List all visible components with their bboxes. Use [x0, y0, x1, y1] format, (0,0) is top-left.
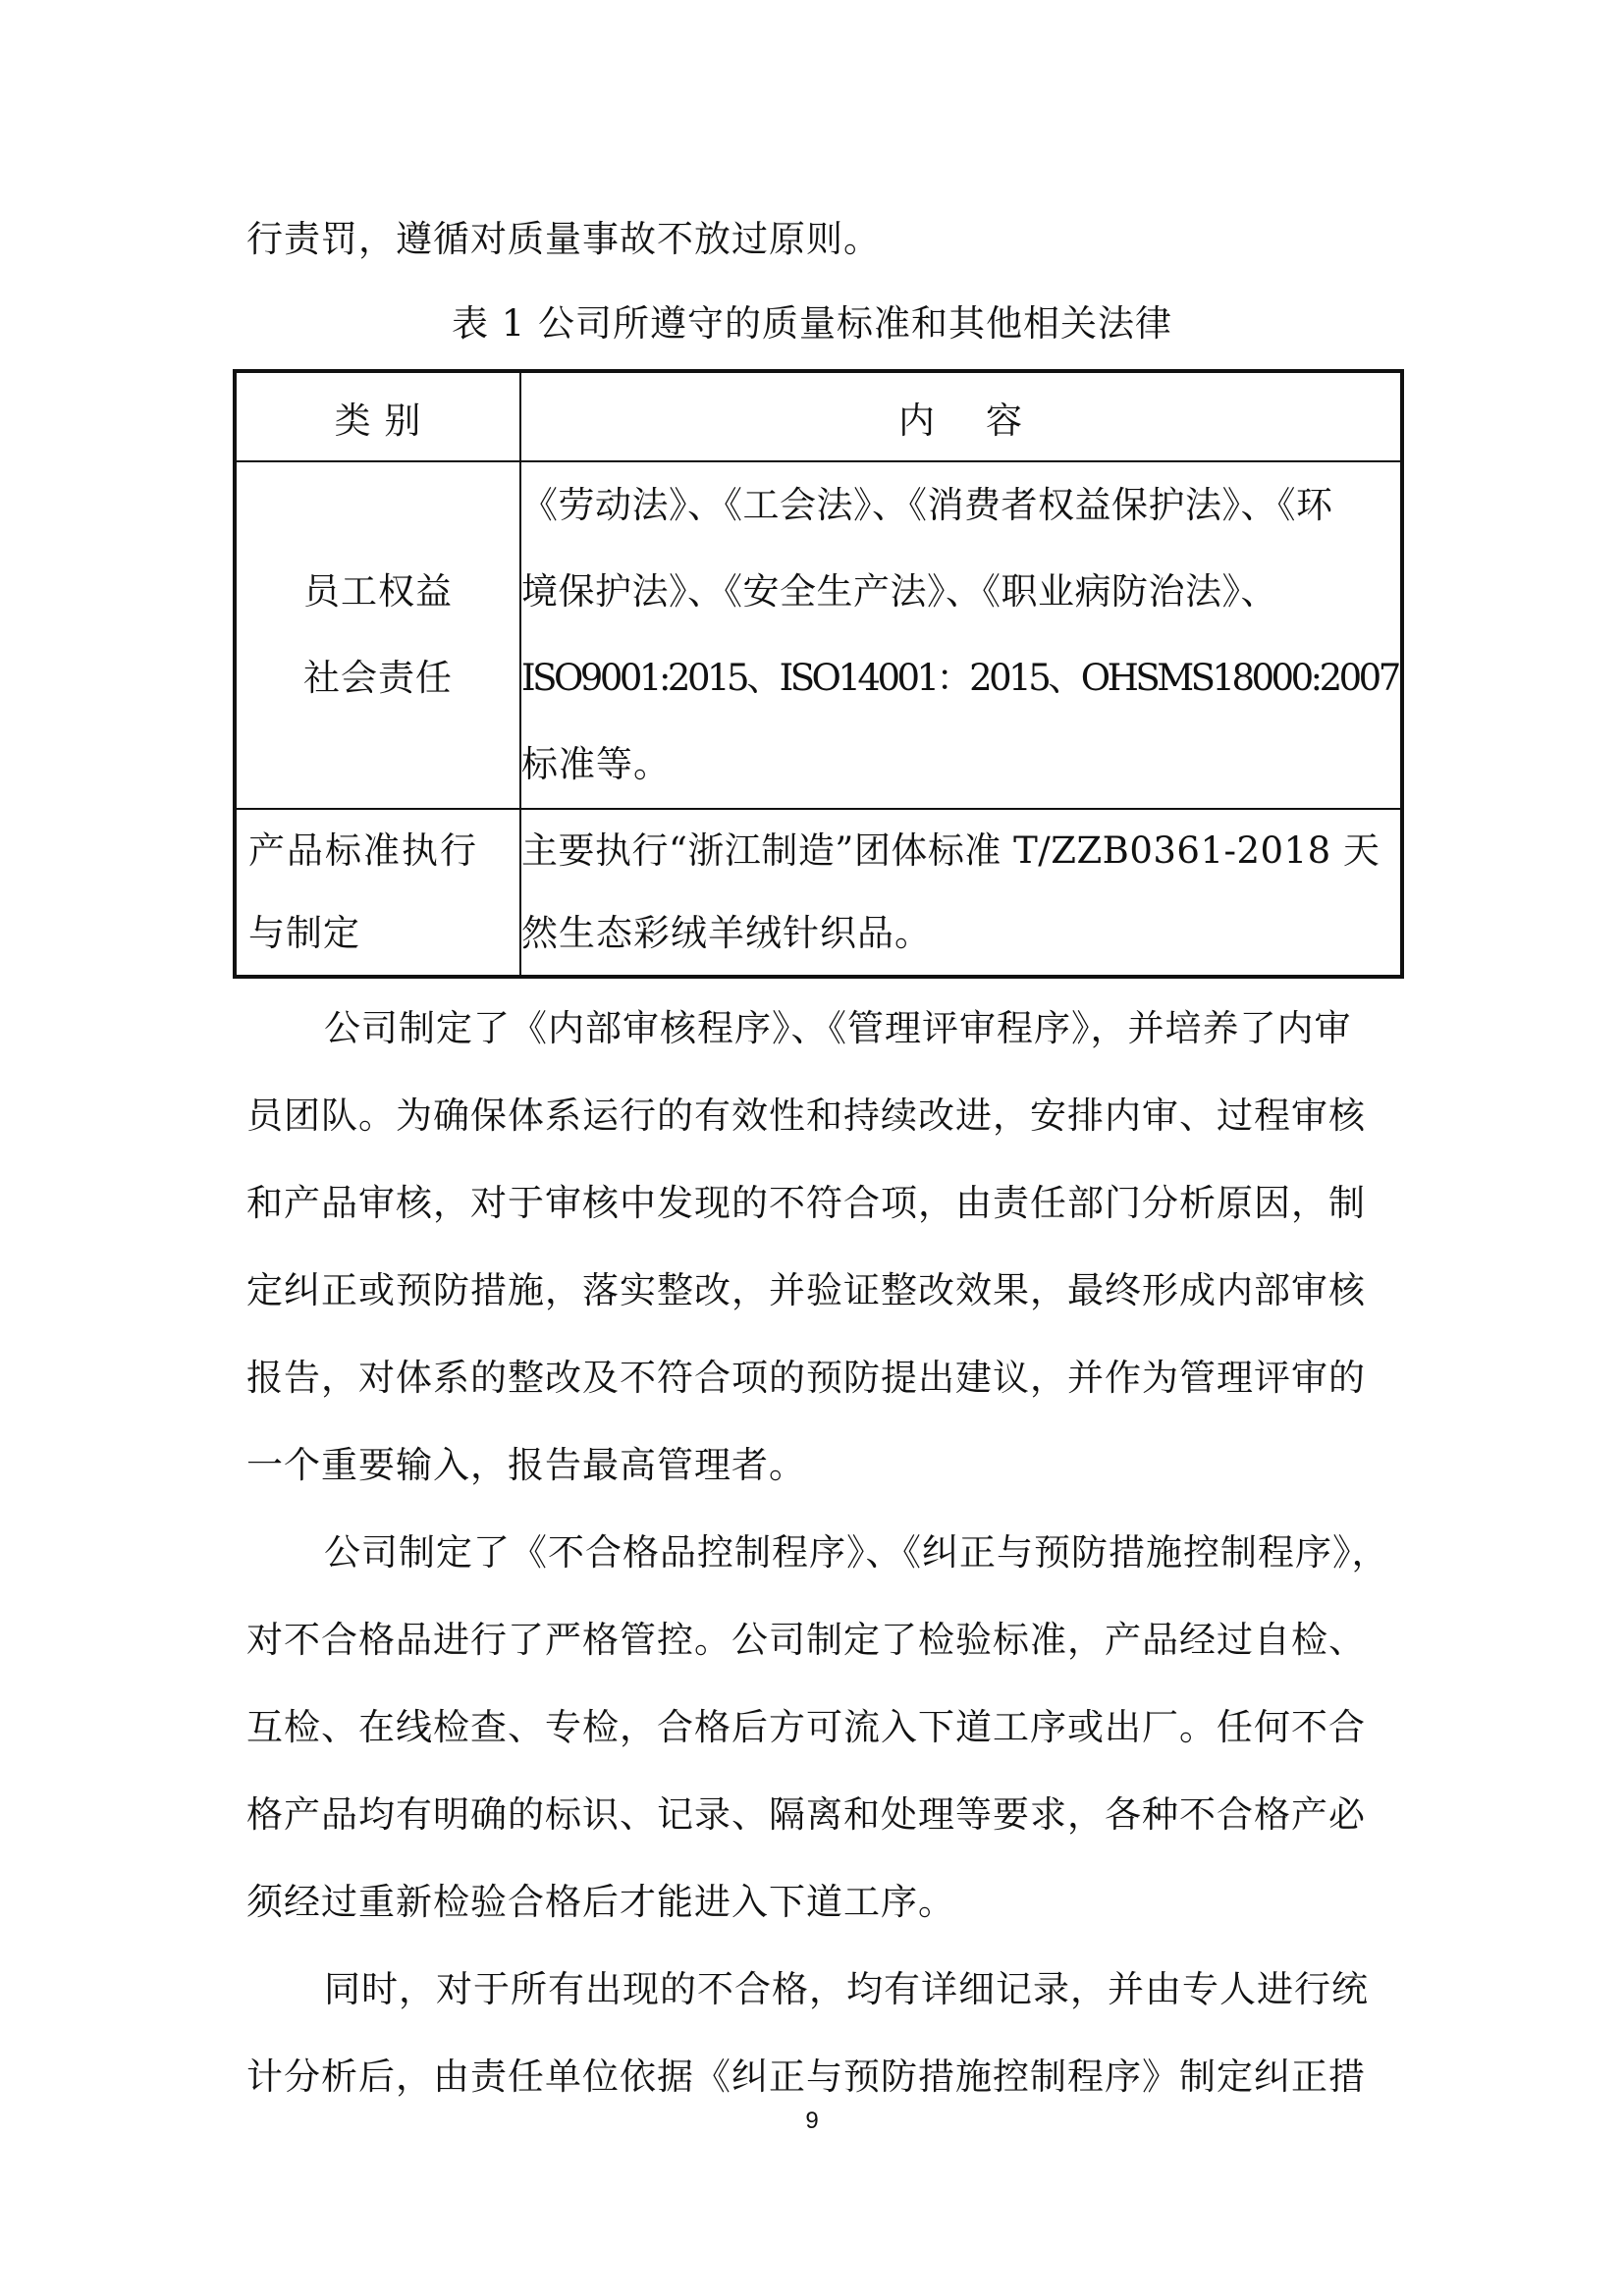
- paragraph-1-line: 和产品审核，对于审核中发现的不符合项，由责任部门分析原因，制: [246, 1182, 1366, 1224]
- row-category: [235, 809, 520, 977]
- row-content: [520, 809, 1402, 977]
- standards-table: [233, 369, 1404, 979]
- header-category: 类 别: [235, 371, 520, 461]
- row-content-line: 《劳动法》、《工会法》、《消费者权益保护法》、《环: [521, 484, 1333, 526]
- intro-line: 行责罚，遵循对质量事故不放过原则。: [246, 218, 881, 260]
- paragraph-1-line: 员团队。为确保体系运行的有效性和持续改进，安排内审、过程审核: [246, 1095, 1366, 1137]
- paragraph-2-line: 互检、在线检查、专检，合格后方可流入下道工序或出厂。任何不合: [246, 1706, 1366, 1748]
- paragraph-2-line: 格产品均有明确的标识、记录、隔离和处理等要求，各种不合格产必: [246, 1793, 1366, 1836]
- paragraph-2-line: 须经过重新检验合格后才能进入下道工序。: [246, 1881, 955, 1923]
- row-content-line: 然生态彩绒羊绒针织品。: [521, 912, 932, 954]
- paragraph-1-line: 公司制定了《内部审核程序》、《管理评审程序》，并培养了内审: [324, 1007, 1352, 1049]
- paragraph-2-line: 对不合格品进行了严格管控。公司制定了检验标准，产品经过自检、: [246, 1619, 1366, 1661]
- row-category: [235, 461, 520, 809]
- paragraph-3-line: 计分析后，由责任单位依据《纠正与预防措施控制程序》制定纠正措: [246, 2056, 1366, 2098]
- page-number: 9: [805, 2108, 819, 2134]
- paragraph-1-line: 定纠正或预防措施，落实整改，并验证整改效果，最终形成内部审核: [246, 1269, 1366, 1311]
- row-content-line: 主要执行“浙江制造”团体标准 T/ZZB0361-2018 天: [521, 829, 1380, 872]
- row-content: [520, 461, 1402, 809]
- paragraph-1-line: 一个重要输入，报告最高管理者。: [246, 1444, 806, 1486]
- table-header-row: [235, 371, 1402, 461]
- row-content-line: 标准等。: [521, 743, 671, 785]
- paragraph-3-line: 同时，对于所有出现的不合格，均有详细记录，并由专人进行统: [324, 1968, 1369, 2010]
- row-category-line: 产品标准执行: [248, 829, 478, 872]
- paragraph-2-line: 公司制定了《不合格品控制程序》、《纠正与预防措施控制程序》，: [324, 1531, 1389, 1574]
- row-category-line: 员工权益: [303, 570, 453, 613]
- table-row: [235, 461, 1402, 809]
- row-content-line: 境保护法》、《安全生产法》、《职业病防治法》、: [521, 570, 1277, 613]
- header-content: 内 容: [520, 371, 1402, 461]
- table-row: [235, 809, 1402, 977]
- row-category-line: 与制定: [248, 912, 360, 954]
- paragraph-1-line: 报告，对体系的整改及不符合项的预防提出建议，并作为管理评审的: [246, 1357, 1366, 1399]
- row-content-line: ISO9001:2015、ISO14001：2015、OHSMS18000:2007: [521, 657, 1398, 699]
- row-category-line: 社会责任: [303, 657, 453, 699]
- table-caption: 表 1 公司所遵守的质量标准和其他相关法律: [451, 302, 1173, 345]
